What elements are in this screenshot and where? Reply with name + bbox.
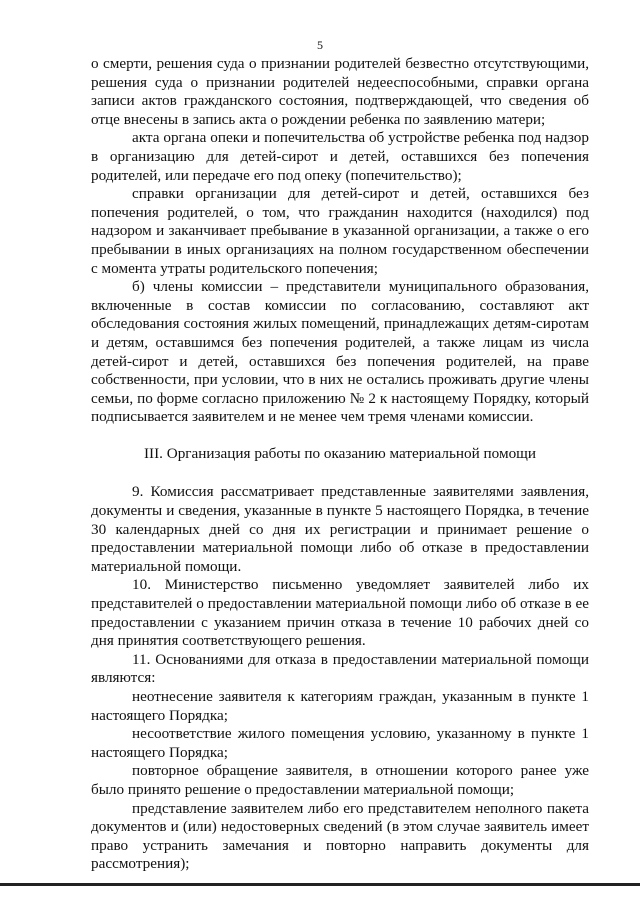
list-item-refusal-category: неотнесение заявителя к категориям граждан, указанным в пункте 1 настоящего Порядка; <box>91 688 589 724</box>
page-number: 5 <box>317 38 323 52</box>
paragraph-continuation: о смерти, решения суда о признании родителей безвестно отсутствующими, решения суда о признании родителей недееспособными, справки органа записи актов гражданского состояния, подтверждающей, что сведения об отце внесены в запись акта о рождении ребенка по заявлению матери; <box>91 55 589 128</box>
list-item-refusal-condition: несоответствие жилого помещения условию, указанному в пункте 1 настоящего Порядка; <box>91 725 589 761</box>
section-heading: III. Организация работы по оказанию материальной помощи <box>143 444 536 462</box>
document-body <box>91 55 589 874</box>
paragraph-organization-certificate: справки организации для детей-сирот и детей, оставшихся без попечения родителей, о том, что гражданин находится (находился) под надзором и заканчивает пребывание в указанной организации, а также о его пребывании в иных организациях на полном государственном обеспечении с момента утраты родительского попечения; <box>91 185 589 277</box>
paragraph-guardianship-act: акта органа опеки и попечительства об устройстве ребенка под надзор в организацию для детей-сирот и детей, оставшихся без попечения родителей, или передаче его под опеку (попечительство); <box>91 129 589 184</box>
paragraph-item-11: 11. Основаниями для отказа в предоставлении материальной помощи являются: <box>91 650 589 687</box>
paragraph-item-9: 9. Комиссия рассматривает представленные заявителями заявления, документы и сведения, указанные в пункте 5 настоящего Порядка, в течение 30 календарных дней со дня их регистрации и принимает решение о предоставлении материальной помощи либо об отказе в предоставлении материальной помощи. <box>91 483 589 575</box>
paragraph-commission-members: б) члены комиссии – представители муниципального образования, включенные в состав комиссии по согласованию, составляют акт обследования состояния жилых помещений, принадлежащих детям-сиротам и детям, оставшимся без попечения родителей, а также лицам из числа детей-сирот и детей, оставшихся без попечения родителей, на праве собственности, при условии, что в них не остались проживать другие члены семьи, по форме согласно приложению № 2 к настоящему Порядку, который подписывается заявителем и не менее чем тремя членами комиссии. <box>91 278 589 426</box>
list-item-refusal-repeat: повторное обращение заявителя, в отношении которого ранее уже было принято решение о предоставлении материальной помощи; <box>91 762 589 798</box>
list-item-refusal-incomplete: представление заявителем либо его представителем неполного пакета документов и (или) недостоверных сведений (в этом случае заявитель имеет право устранить замечания и повторно направить документы для рассмотрения); <box>91 799 589 873</box>
bottom-divider <box>0 883 640 886</box>
paragraph-item-10: 10. Министерство письменно уведомляет заявителей либо их представителей о предоставлении материальной помощи либо об отказе в ее предоставлении с указанием причин отказа в течение 10 рабочих дней со дня принятия соответствующего решения. <box>91 576 589 650</box>
